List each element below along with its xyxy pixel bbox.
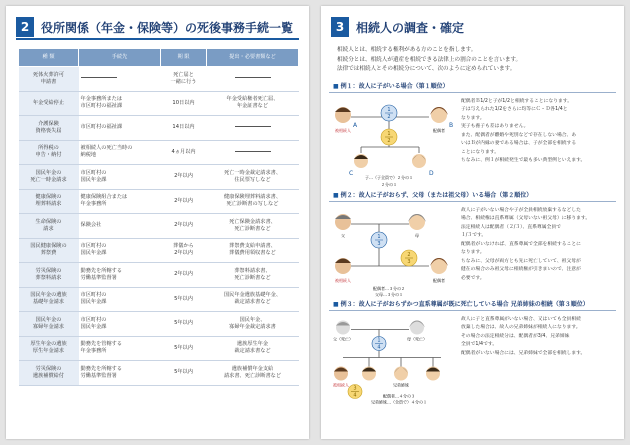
table-row	[19, 263, 299, 288]
cell-kind: 労災保険の 葬祭料請求	[19, 263, 79, 288]
cell-documents: 健康保険埋葬料請求書、 死亡診断書の写しなど	[207, 189, 299, 214]
svg-text:C: C	[349, 169, 354, 177]
deceased-figure-icon	[335, 107, 351, 123]
svg-text:母（死亡）: 母（死亡）	[407, 336, 427, 341]
svg-text:被相続人: 被相続人	[335, 277, 351, 283]
section-2-header	[16, 16, 299, 40]
svg-text:２分の１: ２分の１	[381, 181, 397, 187]
cell-documents: 国民年金遺族基礎年金、 裁定請求書など	[207, 287, 299, 312]
table-row	[19, 214, 299, 239]
cell-destination: 年金事務所または 市区町村の福祉課	[79, 91, 161, 116]
table-row	[19, 91, 299, 116]
cell-destination: 保険会社	[79, 214, 161, 239]
svg-text:1: 1	[387, 130, 391, 137]
cell-deadline: 14日以内	[161, 116, 207, 141]
cell-destination: 被相続人の死亡当時の 納税地	[79, 140, 161, 165]
cell-destination: 市区町村の 国民年金課	[79, 238, 161, 263]
procedures-table	[18, 48, 299, 386]
sibling-1-icon	[362, 366, 376, 380]
cell-kind: 国民年金の 死亡一時金請求	[19, 165, 79, 190]
cell-deadline: 5年以内	[161, 336, 207, 361]
dash-mark	[81, 77, 117, 78]
table-row	[19, 361, 299, 386]
cell-deadline: 死亡届と 一緒に行う	[161, 67, 207, 92]
svg-text:被相続人: 被相続人	[333, 382, 349, 387]
svg-text:2: 2	[387, 113, 391, 120]
svg-text:3: 3	[407, 258, 411, 265]
family-diagram-3	[329, 311, 457, 408]
cell-destination	[79, 67, 161, 92]
cell-deadline: 5年以内	[161, 312, 207, 337]
cell-destination: 市区町村の 国民年金課	[79, 287, 161, 312]
cell-deadline: 2年以内	[161, 189, 207, 214]
example-3	[329, 299, 616, 407]
cell-kind: 生命保険の 請求	[19, 214, 79, 239]
left-page	[6, 6, 309, 439]
cell-documents: 死亡一時金裁定請求書、 住民票写しなど	[207, 165, 299, 190]
example-heading: ■ 例３：故人に子がおらずかつ直系尊属が既に死亡している場合 兄弟姉妹の相続（第３順位）	[329, 299, 616, 311]
cell-documents: 国民年金、 寡婦年金裁定請求書	[207, 312, 299, 337]
table-row	[19, 140, 299, 165]
father-figure-icon	[336, 320, 350, 334]
section-title: 相続人の調査・確定	[356, 20, 465, 35]
svg-text:配偶者…３分の２: 配偶者…３分の２	[373, 285, 405, 291]
dash-mark	[235, 77, 271, 78]
svg-text:子…（子全員で）２分の１: 子…（子全員で）２分の１	[365, 174, 413, 180]
cell-deadline: 4ヵ月以内	[161, 140, 207, 165]
svg-text:B: B	[449, 121, 454, 129]
cell-documents	[207, 67, 299, 92]
dash-mark	[235, 126, 271, 127]
svg-text:1: 1	[387, 106, 391, 113]
intro-line: 相続分とは、相続人が遺産を相続できる法律上の割合のことを言います。	[337, 56, 522, 63]
father-figure-icon	[335, 214, 351, 230]
cell-kind: 死体火葬許可 申請書	[19, 67, 79, 92]
cell-documents: 年金受給権者死亡届、 年金証書など	[207, 91, 299, 116]
svg-text:D: D	[429, 169, 434, 177]
cell-deadline: 2年以内	[161, 165, 207, 190]
cell-documents: 死亡保険金請求書、 死亡診断書など	[207, 214, 299, 239]
svg-text:兄弟姉妹…（全員で）４分の１: 兄弟姉妹…（全員で）４分の１	[371, 399, 427, 404]
col-header-deadline: 期 限	[161, 49, 207, 67]
col-header-destination: 手続先	[79, 49, 161, 67]
table-row	[19, 189, 299, 214]
svg-text:兄弟姉妹: 兄弟姉妹	[393, 382, 409, 387]
svg-text:配偶者: 配偶者	[433, 127, 445, 133]
deceased-figure-icon	[335, 258, 351, 274]
cell-deadline: 葬儀から 2年以内	[161, 238, 207, 263]
svg-text:父母…３分の１: 父母…３分の１	[375, 291, 403, 297]
cell-documents	[207, 140, 299, 165]
cell-destination: 勤務先を管轄する 年金事務所	[79, 336, 161, 361]
svg-text:3: 3	[377, 240, 381, 247]
svg-text:2: 2	[387, 137, 391, 144]
cell-documents: 葬祭費支給申請書、 葬儀費用領収書など	[207, 238, 299, 263]
cell-kind: 所得税の 申告・納付	[19, 140, 79, 165]
mother-figure-icon	[409, 320, 425, 334]
cell-documents: 遺族補償年金支給 請求書、死亡診断書など	[207, 361, 299, 386]
spouse-figure-icon	[430, 258, 448, 274]
col-header-kind: 種 類	[19, 49, 79, 67]
section-number: 3	[331, 17, 349, 37]
svg-text:4: 4	[377, 344, 381, 350]
deceased-figure-icon	[334, 366, 348, 380]
svg-text:A: A	[353, 121, 358, 129]
child-d-icon	[412, 154, 426, 168]
svg-text:配偶者…４分の３: 配偶者…４分の３	[383, 393, 415, 398]
intro-line: 相続人とは、相続する権利がある方のことを指します。	[337, 47, 477, 53]
example-description: 故人に子がいない場合や子が全員相続放棄するなどした 場合、相続権は直系尊属（父母いない祖父母）に移ります。 法定相続人は配偶者（２/３）、直系尊属全員で １/３です。 配偶者がいなければ、直系尊属で全部を相続することに なります。 ちなみに、父母が両方とも先に死亡していて、祖父母が 健在の場合のみ祖父母に相続権が引きまいので、注意が 必要です。	[461, 207, 591, 281]
table-row	[19, 287, 299, 312]
cell-deadline: 10日以内	[161, 91, 207, 116]
example-description: 配偶者Ｂ1/2と子が1/2と相続することになります。 子は与えられた1/2をさらに均等にＣ・Ｄ各1/4と なります。 実子も養子も差はありません。 また、配偶者が離婚や死別などで存在しない場合、あ いはＢが内縁の妻である場合は、子が全部を相続する ことになります。 ちなみに、例１が相続発生で最も多い典型例といえます。	[461, 98, 586, 163]
svg-text:父（死亡）: 父（死亡）	[333, 336, 353, 341]
example-1	[329, 81, 616, 190]
cell-kind: 健康保険の 埋葬料請求	[19, 189, 79, 214]
svg-text:被相続人: 被相続人	[335, 127, 351, 133]
cell-deadline: 2年以内	[161, 214, 207, 239]
family-diagram-2	[329, 202, 457, 299]
svg-text:1: 1	[377, 233, 381, 240]
sibling-2-icon	[394, 366, 408, 380]
cell-documents	[207, 116, 299, 141]
table-row	[19, 165, 299, 190]
cell-destination: 勤務先を所轄する 労働基準監督署	[79, 263, 161, 288]
cell-destination: 市区町村の 国民年金課	[79, 312, 161, 337]
spouse-figure-icon	[430, 107, 448, 123]
cell-kind: 介護保険 資格喪失届	[19, 116, 79, 141]
intro-line: 法律では相続人とその相続分について、次のように定められています。	[337, 66, 516, 72]
section-3-header	[331, 16, 614, 38]
table-header-row	[19, 49, 299, 67]
example-heading: ■ 例１：故人に子がいる場合（第１順位）	[329, 81, 616, 93]
cell-kind: 年金受給停止	[19, 91, 79, 116]
svg-text:配偶者: 配偶者	[433, 277, 445, 283]
cell-deadline: 2年以内	[161, 263, 207, 288]
svg-text:母: 母	[415, 232, 419, 238]
example-2	[329, 190, 616, 299]
cell-kind: 国民年金の遺族 基礎年金請求	[19, 287, 79, 312]
table-row	[19, 116, 299, 141]
dash-mark	[235, 151, 271, 152]
cell-kind: 厚生年金の遺族 厚生年金請求	[19, 336, 79, 361]
cell-kind: 国民健康保険の 葬祭費	[19, 238, 79, 263]
table-row	[19, 67, 299, 92]
cell-kind: 国民年金の 寡婦年金請求	[19, 312, 79, 337]
child-c-icon	[354, 154, 368, 168]
sibling-3-icon	[426, 366, 440, 380]
mother-figure-icon	[408, 214, 426, 230]
svg-text:3: 3	[353, 385, 357, 391]
example-heading: ■ 例２：故人に子がおらず、父母（または祖父母）いる場合（第２順位）	[329, 190, 616, 202]
example-description: 故人に子と直系尊属がいない場合、又はいても全員相続 放棄した場合は、故人の兄弟姉妹が相続人になります。 その場合の法定相続分は、配偶者が3/4、兄弟姉妹 全員で1/4です。 配偶者がいない場合には、兄弟姉妹で全部を相続します。	[461, 316, 586, 356]
svg-text:4: 4	[353, 392, 357, 398]
cell-destination: 勤務先を所轄する 労働基準監督署	[79, 361, 161, 386]
right-page	[321, 6, 624, 439]
svg-text:1: 1	[377, 337, 381, 343]
family-diagram-1	[329, 93, 457, 190]
table-row	[19, 336, 299, 361]
table-row	[19, 312, 299, 337]
cell-documents: 葬祭料請求書、 死亡診断書など	[207, 263, 299, 288]
cell-documents: 遺族厚生年金 裁定請求書など	[207, 336, 299, 361]
cell-destination: 健康保険組合または 年金事務所	[79, 189, 161, 214]
svg-text:2: 2	[407, 251, 411, 258]
svg-text:父: 父	[341, 232, 345, 238]
cell-destination: 市区町村の 国民年金課	[79, 165, 161, 190]
cell-destination: 市区町村の福祉課	[79, 116, 161, 141]
col-header-documents: 提出・必要書類など	[207, 49, 299, 67]
cell-deadline: 5年以内	[161, 361, 207, 386]
section-title: 役所関係（年金・保険等）の死後事務手続一覧	[41, 20, 294, 35]
cell-deadline: 5年以内	[161, 287, 207, 312]
section-number: 2	[16, 17, 34, 37]
intro-text	[337, 46, 610, 75]
cell-kind: 労災保険の 遺族補償給付	[19, 361, 79, 386]
table-row	[19, 238, 299, 263]
